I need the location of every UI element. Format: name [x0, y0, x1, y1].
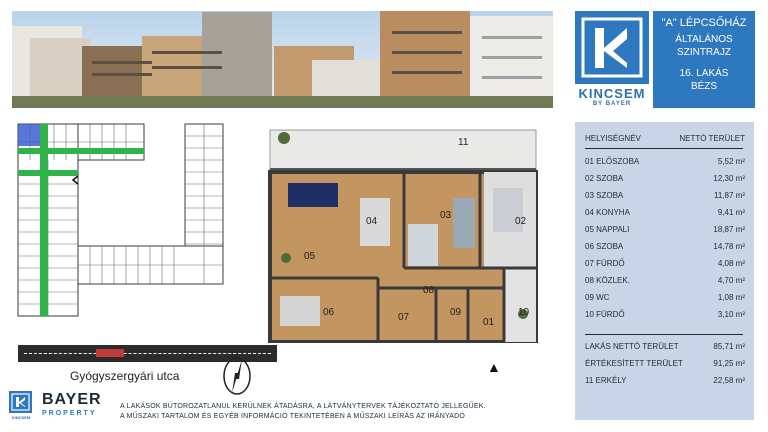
bayer-logo: BAYER: [42, 391, 102, 408]
room-label-08: 08: [423, 285, 435, 296]
staircase-label: "A" LÉPCSŐHÁZ: [661, 17, 747, 29]
bed: [408, 224, 438, 266]
k-logo-icon: [575, 11, 649, 84]
entrance-arrow-icon: ▲: [487, 359, 501, 375]
room-label-09: 09: [450, 307, 462, 318]
room-name: 01 ELŐSZOBA: [585, 157, 640, 166]
total-row: [585, 376, 745, 385]
apartment-number: 16. LAKÁS: [679, 68, 729, 79]
room-label-06: 06: [323, 307, 335, 318]
room-label-10: 10: [518, 307, 530, 318]
total-name: 11 ERKÉLY: [585, 376, 627, 385]
disclaimer: [120, 402, 550, 422]
total-area: 85,71 m²: [713, 342, 745, 351]
room-label-07: 07: [398, 312, 410, 323]
balcony: [270, 130, 536, 170]
room-name: 07 FÜRDŐ: [585, 259, 625, 268]
bed: [280, 296, 320, 326]
room-name: 08 KÖZLEK.: [585, 276, 630, 285]
table-header: [585, 134, 745, 143]
building-photo-banner: [12, 11, 553, 108]
room-area: 18,87 m²: [713, 225, 745, 234]
room-area: 12,30 m²: [713, 174, 745, 183]
plan-type-line1: ÁLTALÁNOS: [675, 34, 733, 45]
disclaimer-line1: A LAKÁSOK BÚTOROZATLANUL KERÜLNEK ÁTADÁSRA, A LÁTVÁNYTERVEK TÁJÉKOZTATÓ JELLEGŰEK.: [120, 403, 486, 410]
room-label-02: 02: [515, 216, 527, 227]
table-row: [585, 191, 745, 200]
building-image-6: [470, 16, 553, 108]
col-net-area: NETTÓ TERÜLET: [679, 134, 745, 143]
room-label-04: 04: [366, 216, 378, 227]
room-area: 1,08 m²: [717, 293, 745, 302]
site-plan: [10, 120, 244, 320]
room-name: 10 FÜRDŐ: [585, 310, 625, 319]
col-room-name: HELYISÉGNÉV: [585, 134, 641, 143]
brand-byline: BY BAYER: [592, 101, 632, 107]
room-area: 14,78 m²: [713, 242, 745, 251]
apartment-color: BÉZS: [690, 81, 718, 92]
table-row: [585, 208, 745, 217]
divider: [585, 148, 743, 149]
street-name: Gyógyszergyári utca: [70, 369, 180, 383]
greenery: [12, 96, 553, 108]
table-row: [585, 276, 745, 285]
area-table: [575, 122, 754, 420]
total-name: ÉRTÉKESÍTETT TERÜLET: [585, 359, 683, 368]
room-area: 4,70 m²: [717, 276, 745, 285]
building-image-5: [380, 11, 470, 108]
room-name: 06 SZOBA: [585, 242, 624, 251]
total-area: 22,58 m²: [713, 376, 745, 385]
room-label-03: 03: [440, 210, 452, 221]
disclaimer-line2: A MŰSZAKI TARTALOM ÉS EGYÉB INFORMÁCIÓ TEKINTETÉBEN A MŰSZAKI LEÍRÁS AZ IRÁNYADÓ: [120, 413, 466, 420]
building-image-3: [202, 12, 272, 108]
plan-type-line2: SZINTRAJZ: [677, 47, 731, 58]
bayer-property: PROPERTY: [42, 410, 97, 417]
room-area: 9,41 m²: [717, 208, 745, 217]
room-name: 05 NAPPALI: [585, 225, 630, 234]
plant: [278, 132, 290, 144]
small-brand-name: KINCSEM: [11, 415, 31, 420]
site-entrance-marker: [96, 349, 124, 357]
total-row: [585, 359, 745, 368]
room-area: 11,87 m²: [714, 191, 745, 200]
k-logo-icon: [9, 391, 32, 413]
road-markings: [24, 353, 271, 354]
compass-icon: [222, 355, 252, 397]
room-name: 03 SZOBA: [585, 191, 624, 200]
room-label-05: 05: [304, 251, 316, 262]
room-area: 3,10 m²: [717, 310, 745, 319]
room-name: 09 WC: [585, 293, 610, 302]
table-row: [585, 293, 745, 302]
divider: [585, 334, 743, 335]
room-label-01: 01: [483, 317, 495, 328]
table-row: [585, 174, 745, 183]
bed: [453, 198, 475, 248]
kincsem-small-logo: [9, 391, 32, 413]
sofa: [288, 183, 338, 207]
table-row: [585, 242, 745, 251]
total-name: LAKÁS NETTÓ TERÜLET: [585, 342, 679, 351]
room-name: 04 KONYHA: [585, 208, 630, 217]
table-row: [585, 157, 745, 166]
table-row: [585, 225, 745, 234]
room-name: 02 SZOBA: [585, 174, 624, 183]
kincsem-logo: [575, 11, 649, 84]
total-area: 91,25 m²: [713, 359, 745, 368]
total-row: [585, 342, 745, 351]
room-label-11: 11: [458, 137, 469, 148]
apartment-header: [653, 11, 755, 108]
table-row: [585, 310, 745, 319]
apartment-floor-plan: [268, 128, 540, 343]
table-row: [585, 259, 745, 268]
room-area: 4,08 m²: [717, 259, 745, 268]
highlighted-apartment: [18, 124, 40, 146]
room-area: 5,52 m²: [717, 157, 745, 166]
brand-name: KINCSEM: [578, 86, 646, 101]
